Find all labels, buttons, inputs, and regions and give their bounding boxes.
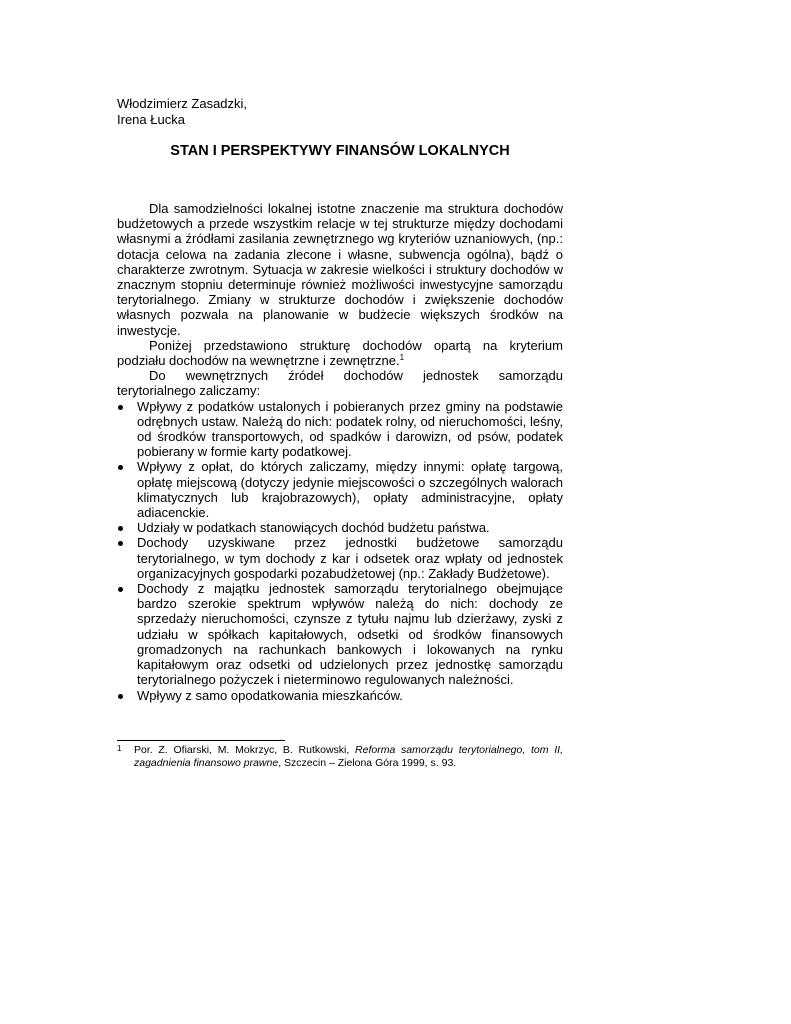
document-title: STAN I PERSPEKTYWY FINANSÓW LOKALNYCH [170,143,510,159]
list-item [117,581,563,687]
footnote-number: 1 [117,744,122,753]
author-name: Irena Łucka [117,112,185,127]
bullet-icon [118,405,123,410]
paragraph-intro: Dla samodzielności lokalnej istotne znaczenie ma struktura dochodów budżetowych a przede wszystkim relacje w tej strukturze między dochodami własnymi a źródłami zasilania zewnętrznego wg kryteriów uznaniowych, (np.: dotacja celowa na zadania zlecone i własne, subwencja ogólna), bądź o charakterze zwrotnym. Sytuacja w zakresie wielkości i struktury dochodów w znacznym stopniu determinuje również możliwości inwestycyjne samorządu terytorialnego. Zmiany w strukturze dochodów i zwiększenie dochodów własnych pozwala na planowanie w budżecie większych środków na inwestycje. [117,201,563,338]
footnote-lead: Por. Z. Ofiarski, M. Mokrzyc, B. Rutkowski, [134,744,356,756]
paragraph-structure-text: Poniżej przedstawiono strukturę dochodów opartą na kryterium podziału dochodów na wewnętrzne i zewnętrzne. [117,337,563,369]
list-item-text: Wpływy z podatków ustalonych i pobieranych przez gminy na podstawie odrębnych ustaw. Należą do nich: podatek rolny, od nieruchomości, leśny, od środków transportowych, od spadków i darowizn, od psów, podatek pobierany w formie karty podatkowej. [137,398,563,460]
list-item [117,688,563,703]
list-item [117,520,563,535]
bullet-icon [118,526,123,531]
list-item-text: Wpływy z samo opodatkowania mieszkańców. [137,687,403,703]
document-body [117,201,563,703]
footnote-divider [117,740,285,741]
footnote-title: Reforma samorządu terytorialnego, tom II, zagadnienia finansowo prawne [134,744,564,769]
paragraph-sources: Do wewnętrznych źródeł dochodów jednostek samorządu terytorialnego zaliczamy: [117,368,563,399]
list-item-text: Wpływy z opłat, do których zaliczamy, między innymi: opłatę targową, opłatę miejscową (dotyczy jedynie miejscowości o szczególnych walorach klimatycznych lub krajobrazowych), opłaty administracyjne, opłaty adiacenckie. [137,459,563,521]
paragraph-structure [117,338,563,368]
footnote-tail: , Szczecin – Zielona Góra 1999, s. 93. [278,757,457,769]
footnote-reference: 1 [399,353,405,363]
bullet-icon [118,465,123,470]
author-name: Włodzimierz Zasadzki, [117,96,248,111]
list-item-text: Udziały w podatkach stanowiących dochód budżetu państwa. [137,520,490,536]
list-item [117,399,563,460]
bullet-list [117,399,563,703]
list-item-text: Dochody z majątku jednostek samorządu terytorialnego obejmujące bardzo szerokie spektrum wpływów należą do nich: dochody ze sprzedaży nieruchomości, czynsze z tytułu najmu lub dzierżawy, zyski z udziału w spółkach kapitałowych, odsetki od środków finansowych gromadzonych na rachunkach bankowych i lokowanych na rynku kapitałowym oraz odsetki od udzielonych przez jednostkę samorządu terytorialnego pożyczek i nieterminowo regulowanych należności. [137,581,563,688]
list-item-text: Dochody uzyskiwane przez jednostki budżetowe samorządu terytorialnego, w tym dochody z kar i odsetek oraz wpłaty od jednostek organizacyjnych gospodarki pozabudżetowej (np.: Zakłady Budżetowe). [137,535,563,581]
footnote-text [134,744,563,770]
bullet-icon [118,541,123,546]
bullet-icon [118,694,123,699]
author-block [117,96,247,128]
list-item [117,535,563,581]
footnote [117,744,563,770]
bullet-icon [118,587,123,592]
list-item [117,459,563,520]
